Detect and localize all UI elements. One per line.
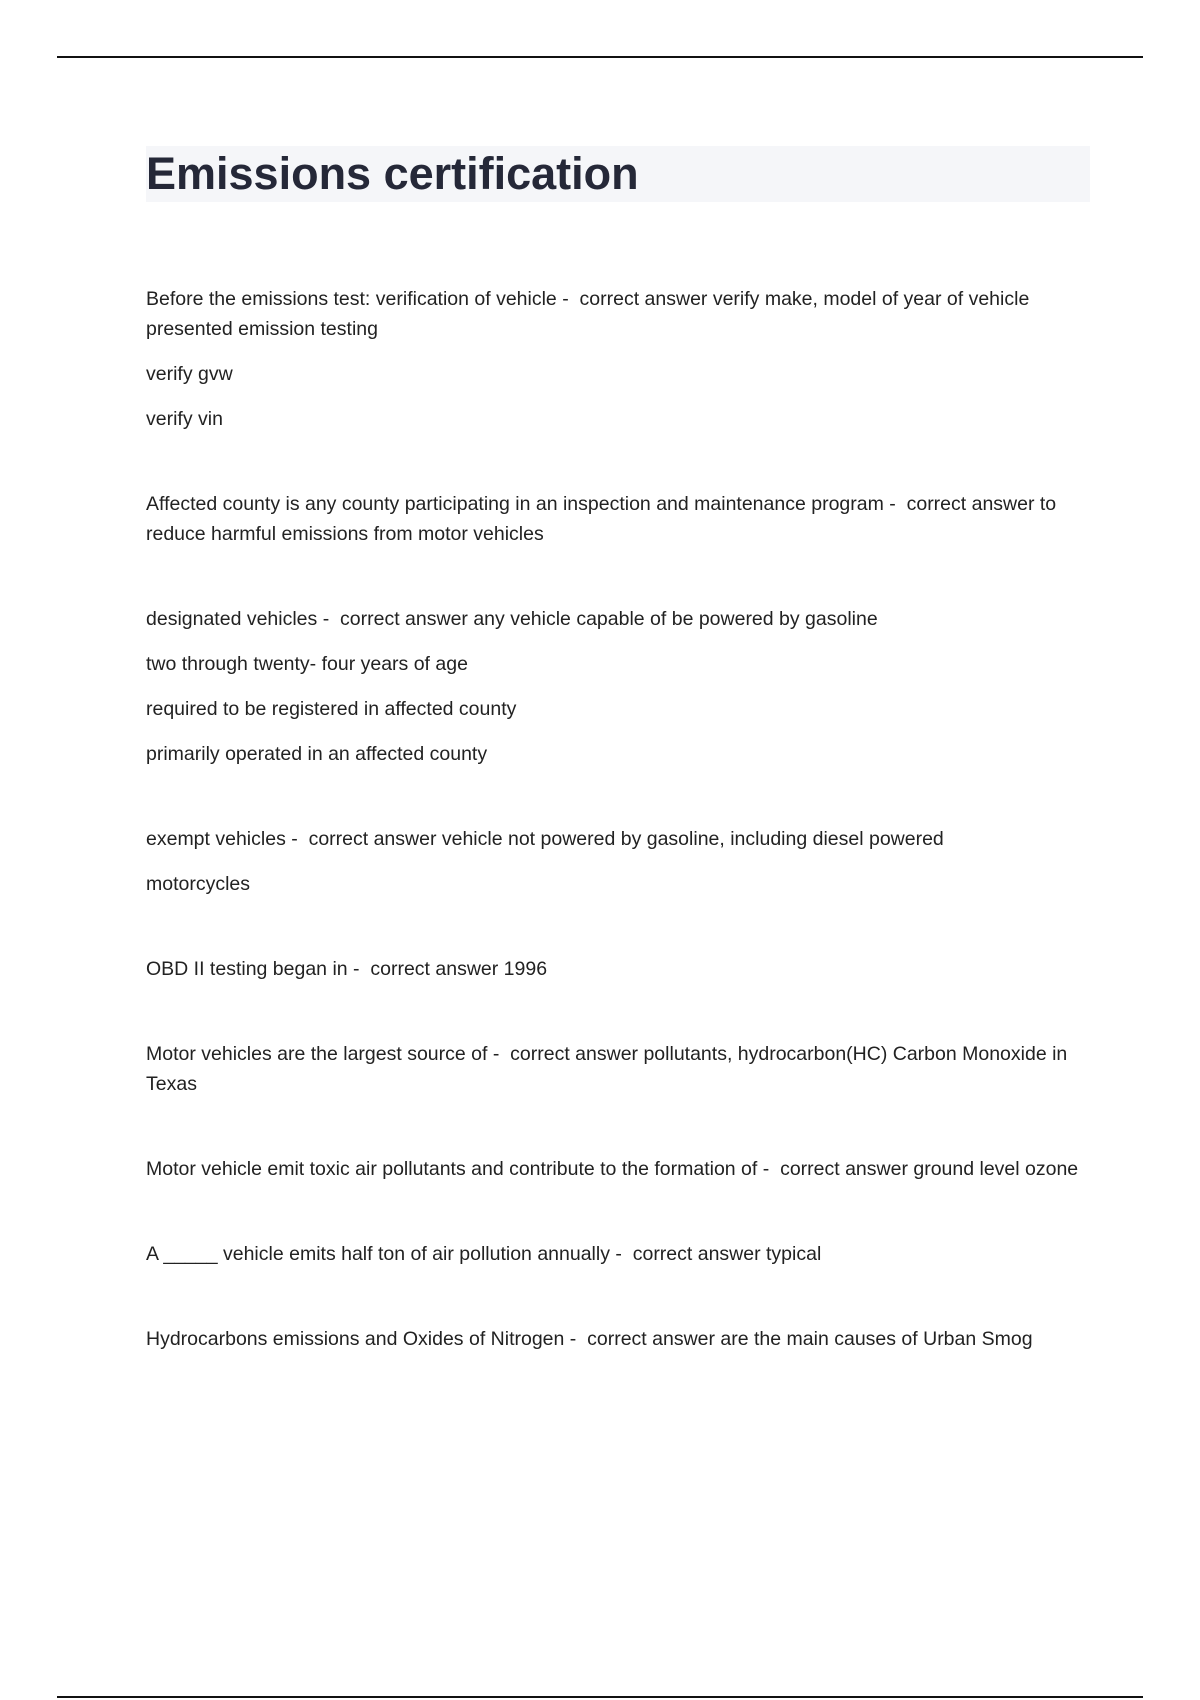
qa-separator: -	[757, 1158, 781, 1180]
qa-separator: -	[317, 608, 341, 630]
qa-entry	[146, 1239, 1090, 1269]
qa-entry	[146, 1324, 1090, 1354]
qa-separator: -	[556, 288, 580, 310]
document-title: Emissions certification	[146, 148, 639, 199]
question-text: A _____ vehicle emits half ton of air pollution annually	[146, 1243, 610, 1265]
qa-main-line	[146, 1039, 1090, 1099]
question-text: Before the emissions test: verification of vehicle	[146, 288, 557, 310]
qa-separator: -	[285, 828, 309, 850]
qa-separator: -	[347, 958, 371, 980]
qa-entry	[146, 604, 1090, 769]
qa-separator: -	[883, 493, 907, 515]
qa-separator: -	[564, 1328, 588, 1350]
qa-entry	[146, 954, 1090, 984]
answer-text: correct answer 1996	[370, 958, 548, 980]
qa-entry	[146, 1154, 1090, 1184]
answer-extra-line: verify vin	[146, 408, 223, 430]
qa-main-line	[146, 824, 1090, 854]
answer-text: correct answer typical	[632, 1243, 822, 1265]
qa-entry	[146, 824, 1090, 899]
qa-main-line	[146, 954, 1090, 984]
footer-rule	[57, 1696, 1143, 1698]
answer-extra-line: primarily operated in an affected county	[146, 743, 488, 765]
answer-text: correct answer to reduce harmful emissions from motor vehicles	[146, 493, 1057, 545]
answer-extra-line: verify gvw	[146, 363, 233, 385]
answer-extra-line: motorcycles	[146, 873, 251, 895]
qa-main-line	[146, 489, 1090, 549]
header-rule	[57, 56, 1143, 58]
document-page	[146, 146, 1090, 1354]
qa-separator: -	[609, 1243, 633, 1265]
question-text: Hydrocarbons emissions and Oxides of Nitrogen	[146, 1328, 565, 1350]
qa-main-line	[146, 1239, 1090, 1269]
answer-text: correct answer are the main causes of Urban Smog	[587, 1328, 1033, 1350]
answer-text: correct answer pollutants, hydrocarbon(HC) Carbon Monoxide in Texas	[146, 1043, 1068, 1095]
question-text: Motor vehicle emit toxic air pollutants and contribute to the formation of	[146, 1158, 758, 1180]
answer-text: correct answer vehicle not powered by gasoline, including diesel powered	[308, 828, 944, 850]
question-text: Motor vehicles are the largest source of	[146, 1043, 488, 1065]
qa-main-line	[146, 284, 1090, 344]
question-text: designated vehicles	[146, 608, 318, 630]
answer-extra-line: required to be registered in affected county	[146, 698, 517, 720]
answer-text: correct answer verify make, model of year of vehicle presented emission testing	[146, 288, 1030, 340]
question-text: OBD II testing began in	[146, 958, 348, 980]
qa-entry	[146, 489, 1090, 549]
qa-main-line	[146, 604, 1090, 634]
qa-main-line	[146, 1324, 1090, 1354]
question-text: exempt vehicles	[146, 828, 286, 850]
question-text: Affected county is any county participating in an inspection and maintenance program	[146, 493, 884, 515]
qa-list	[146, 284, 1090, 1354]
answer-text: correct answer any vehicle capable of be powered by gasoline	[340, 608, 878, 630]
title-band	[146, 146, 1090, 202]
qa-entry	[146, 284, 1090, 434]
qa-separator: -	[487, 1043, 511, 1065]
answer-extra-line: two through twenty- four years of age	[146, 653, 468, 675]
qa-entry	[146, 1039, 1090, 1099]
answer-text: correct answer ground level ozone	[780, 1158, 1079, 1180]
qa-main-line	[146, 1154, 1090, 1184]
